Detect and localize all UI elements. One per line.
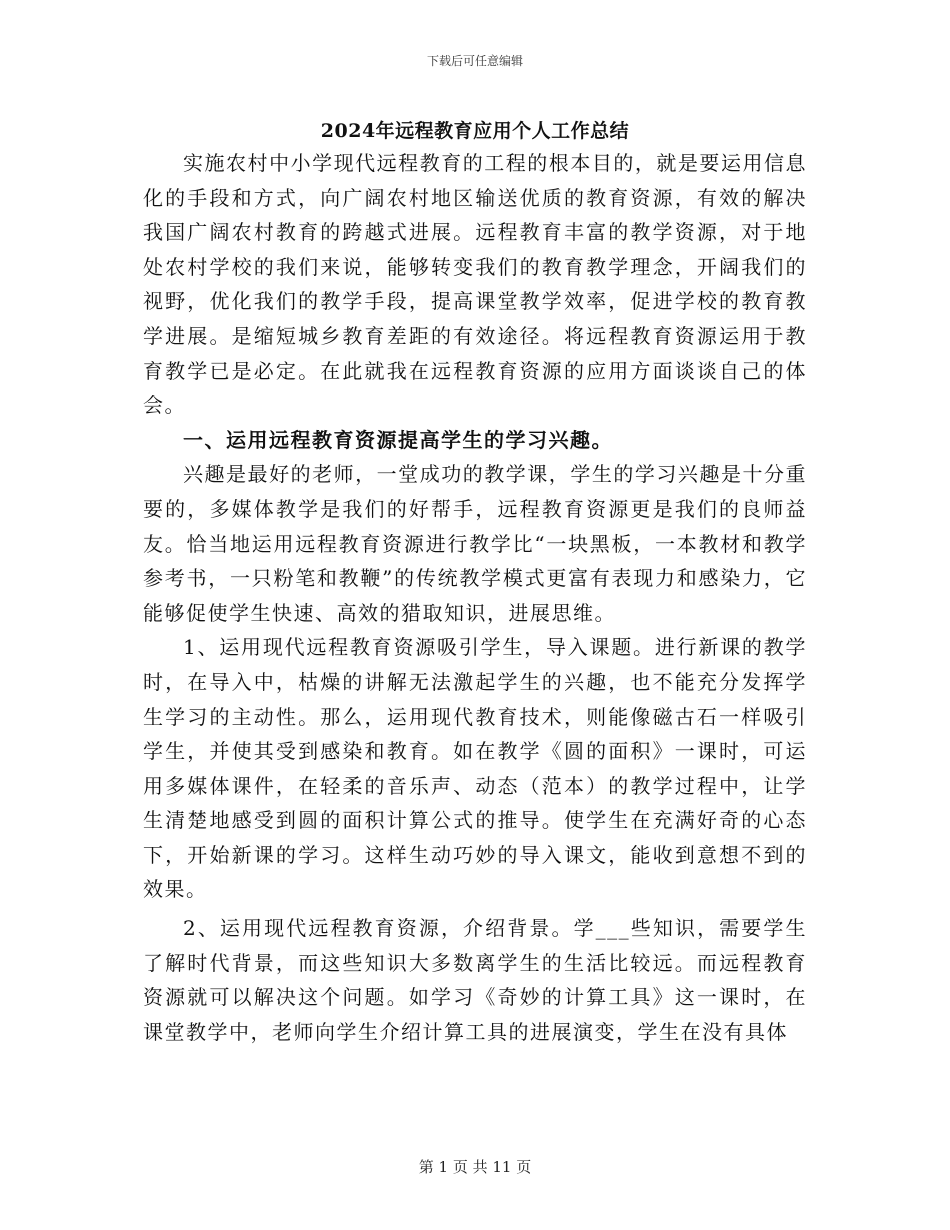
document-body — [143, 146, 807, 1049]
body-paragraph-interest: 兴趣是最好的老师，一堂成功的教学课，学生的学习兴趣是十分重要的，多媒体教学是我们的好帮手，远程教育资源更是我们的良师益友。恰当地运用远程教育资源进行教学比“一块黑板，一本教材和教学参考书，一只粉笔和教鞭”的传统教学模式更富有表现力和感染力，它能够促使学生快速、高效的猎取知识，进展思维。 — [143, 462, 807, 625]
body-paragraph-item-2: 2、运用现代远程教育资源，介绍背景。学___些知识，需要学生了解时代背景，而这些知识大多数离学生的生活比较远。而远程教育资源就可以解决这个问题。如学习《奇妙的计算工具》这一课时，在课堂教学中，老师向学生介绍计算工具的进展演变，学生在没有具体 — [143, 916, 807, 1044]
page-number-footer: 第 1 页 共 11 页 — [418, 1158, 532, 1176]
page-header-note: 下载后可任意编辑 — [426, 54, 523, 68]
intro-paragraph: 实施农村中小学现代远程教育的工程的根本目的，就是要运用信息化的手段和方式，向广阔农村地区输送优质的教育资源，有效的解决我国广阔农村教育的跨越式进展。远程教育丰富的教学资源，对于地处农村学校的我们来说，能够转变我们的教育教学理念，开阔我们的视野，优化我们的教学手段，提高课堂教学效率，促进学校的教育教学进展。是缩短城乡教育差距的有效途径。将远程教育资源运用于教育教学已是必定。在此就我在远程教育资源的应用方面谈谈自己的体会。 — [143, 151, 807, 418]
body-paragraph-item-1: 1、运用现代远程教育资源吸引学生，导入课题。进行新课的教学时，在导入中，枯燥的讲解无法激起学生的兴趣，也不能充分发挥学生学习的主动性。那么，运用现代教育技术，则能像磁古石一样吸引学生，并使其受到感染和教育。如在教学《圆的面积》一课时，可运用多媒体课件，在轻柔的音乐声、动态（范本）的教学过程中，让学生清楚地感受到圆的面积计算公式的推导。使学生在充满好奇的心态下，开始新课的学习。这样生动巧妙的导入课文，能收到意想不到的效果。 — [143, 635, 807, 902]
document-title: 2024年远程教育应用个人工作总结 — [320, 120, 630, 142]
section-heading-1: 一、运用远程教育资源提高学生的学习兴趣。 — [183, 427, 613, 452]
